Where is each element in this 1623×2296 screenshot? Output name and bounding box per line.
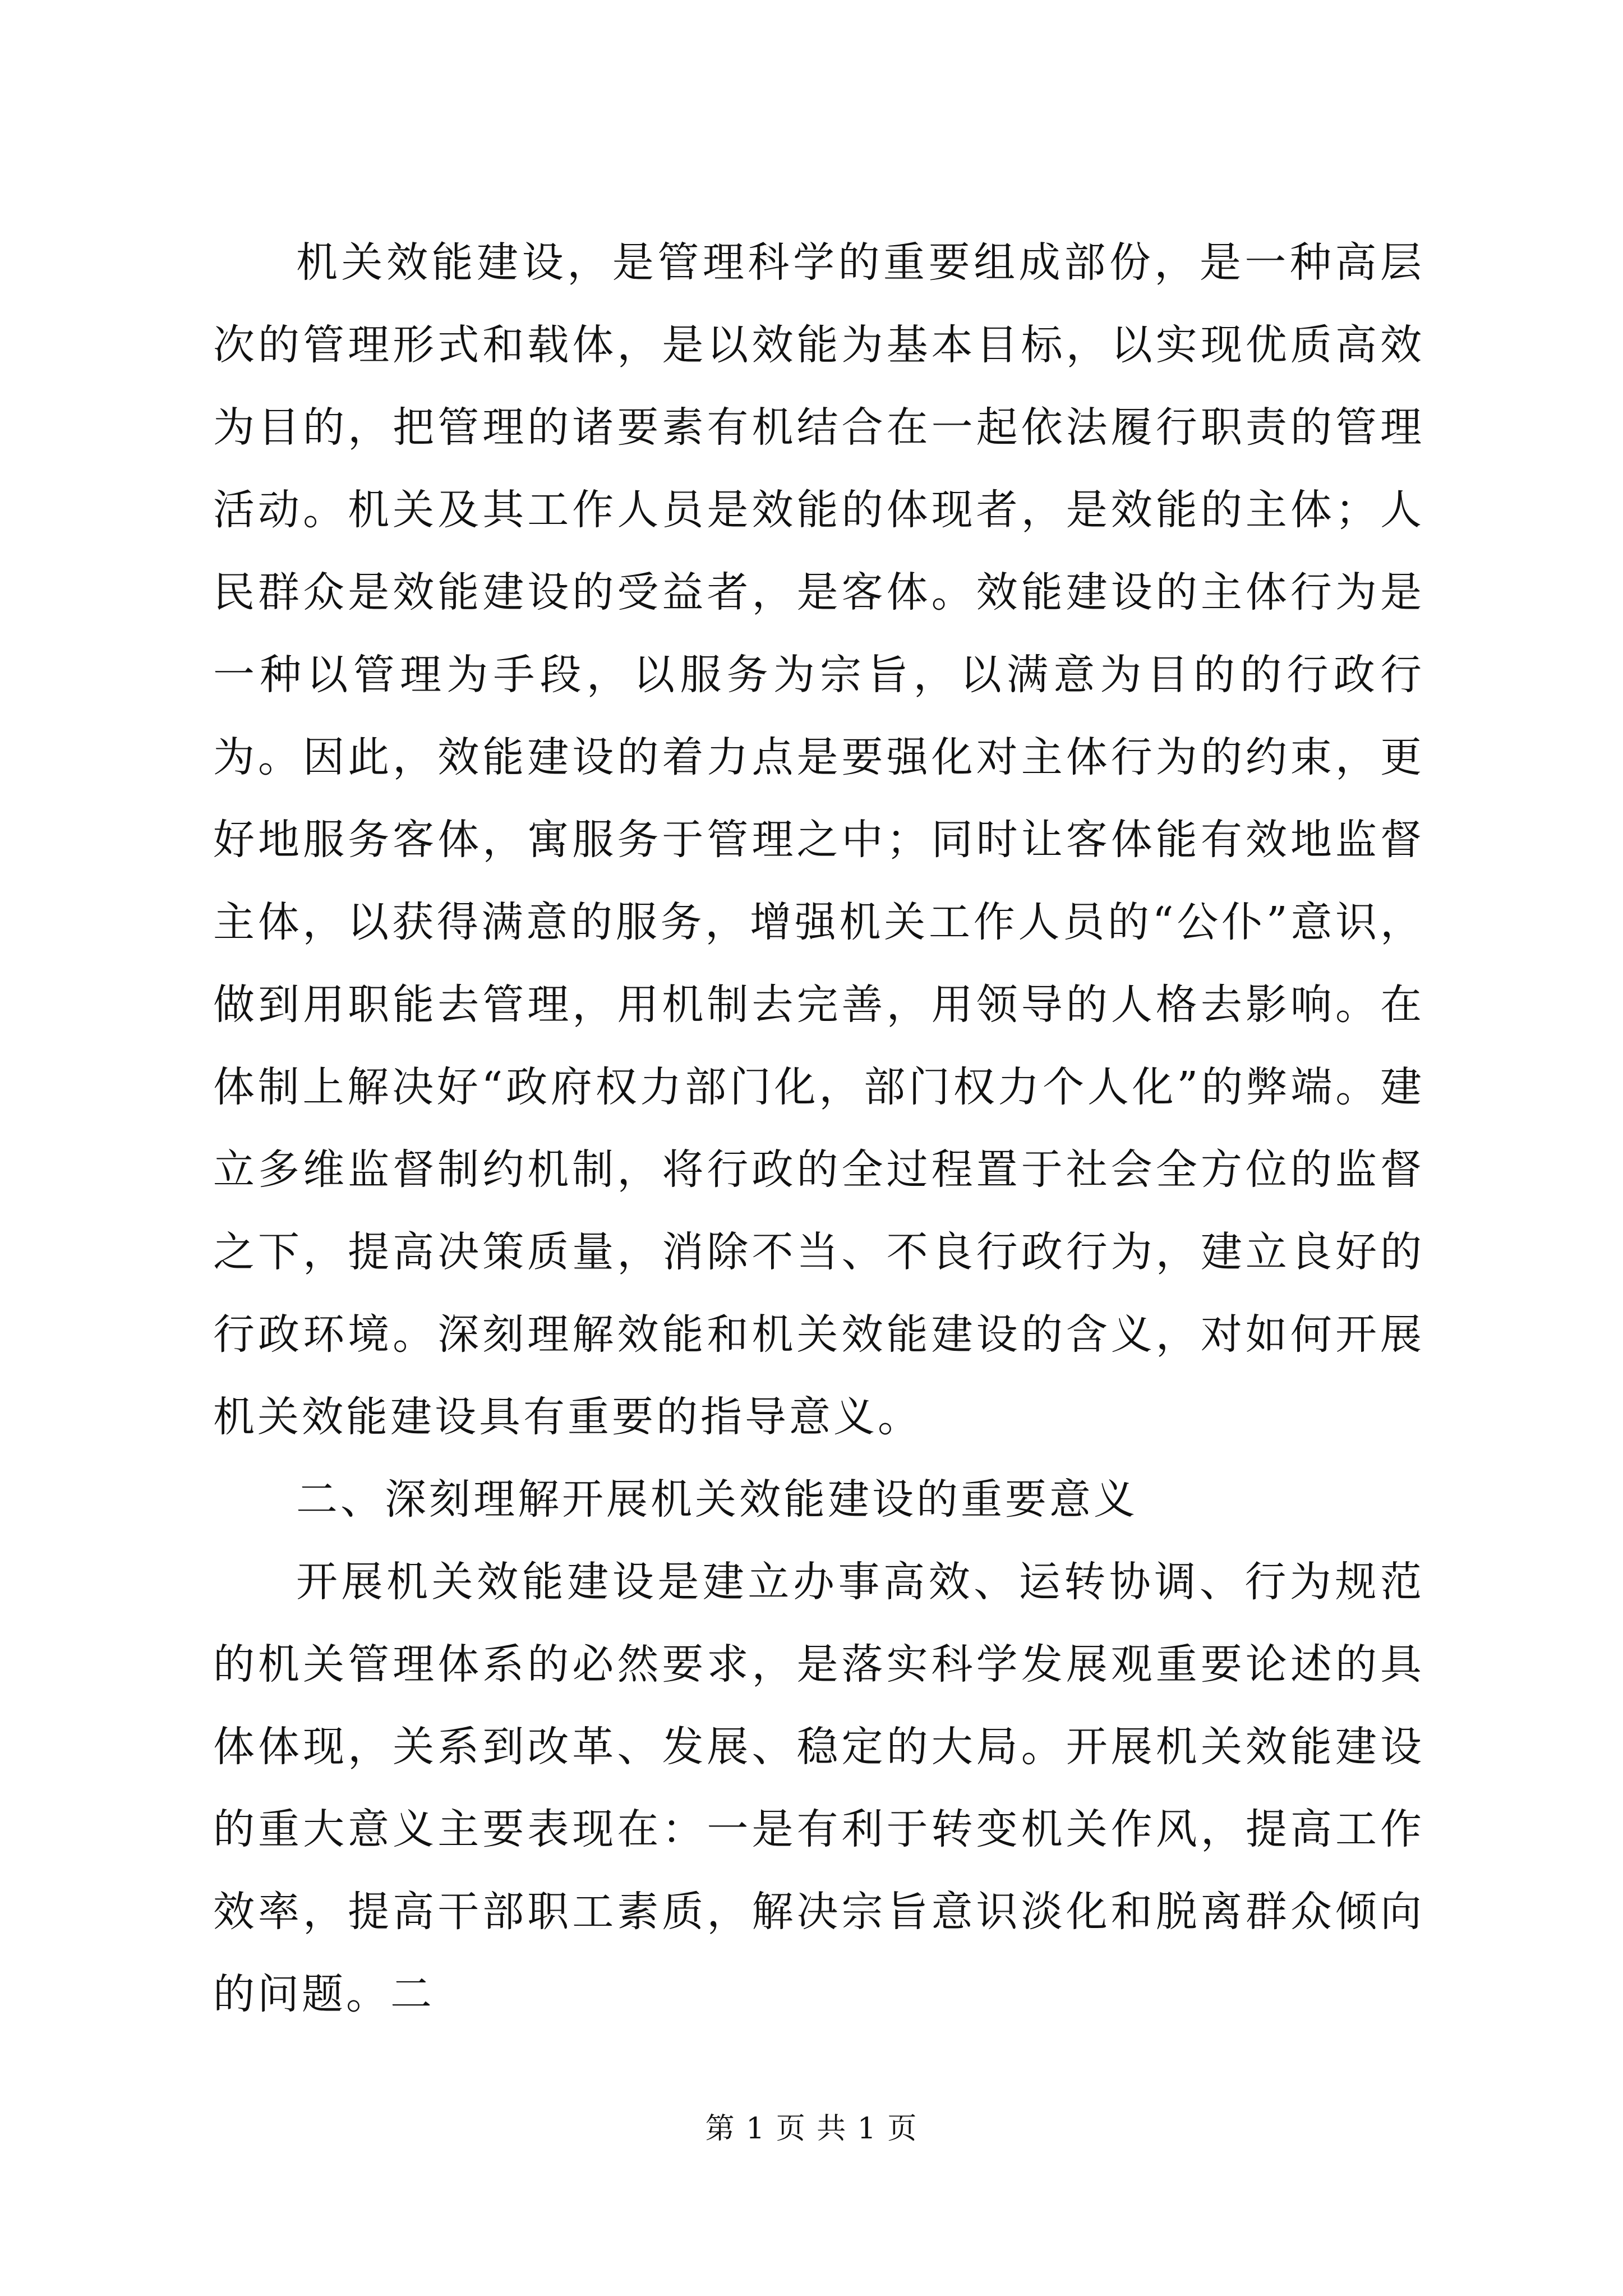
body-paragraph: 机关效能建设，是管理科学的重要组成部份，是一种高层次的管理形式和载体，是以效能为基本目标，以实现优质高效为目的，把管理的诸要素有机结合在一起依法履行职责的管理活动。机关及其工作人员是效能的体现者，是效能的主体；人民群众是效能建设的受益者，是客体。效能建设的主体行为是一种以管理为手段，以服务为宗旨，以满意为目的的行政行为。因此，效能建设的着力点是要强化对主体行为的约束，更好地服务客体，寓服务于管理之中；同时让客体能有效地监督主体，以获得满意的服务，增强机关工作人员的“公仆”意识，做到用职能去管理，用机制去完善，用领导的人格去影响。在体制上解决好“政府权力部门化，部门权力个人化”的弊端。建立多维监督制约机制，将行政的全过程置于社会全方位的监督之下，提高决策质量，消除不当、不良行政行为，建立良好的行政环境。深刻理解效能和机关效能建设的含义，对如何开展机关效能建设具有重要的指导意义。 xyxy=(213,238,1424,1441)
section-heading: 二、深刻理解开展机关效能建设的重要意义 xyxy=(296,1475,1138,1524)
body-paragraph: 开展机关效能建设是建立办事高效、运转协调、行为规范的机关管理体系的必然要求，是落实科学发展观重要论述的具体体现，关系到改革、发展、稳定的大局。开展机关效能建设的重大意义主要表现在：一是有利于转变机关作风，提高工作效率，提高干部职工素质，解决宗旨意识淡化和脱离群众倾向的问题。二 xyxy=(213,1558,1424,2018)
page-footer: 第 1 页 共 1 页 xyxy=(705,2112,918,2146)
document-body xyxy=(213,222,1424,2036)
